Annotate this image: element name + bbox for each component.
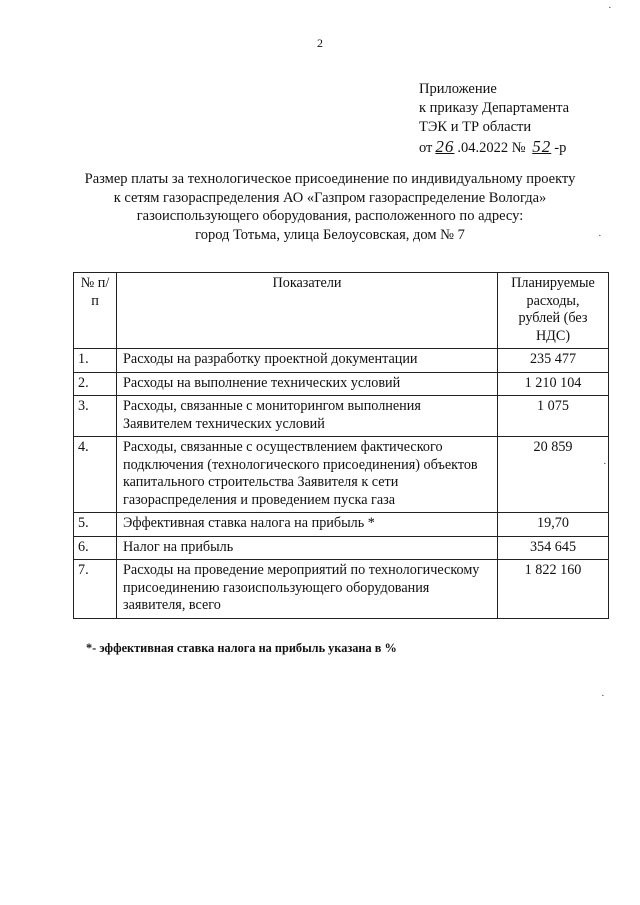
row-indicator: Расходы на разработку проектной документации [117,349,498,373]
row-indicator: Расходы, связанные с мониторингом выполнения Заявителем технических условий [117,396,498,437]
row-indicator: Эффективная ставка налога на прибыль * [117,513,498,537]
row-value: 20 859 [498,437,609,513]
header-num: № п/п [74,273,117,349]
row-value: 19,70 [498,513,609,537]
footnote: *- эффективная ставка налога на прибыль указана в % [86,641,397,655]
row-indicator: Налог на прибыль [117,536,498,560]
handwritten-day: 26 [435,137,455,156]
title-line-4: город Тотьма, улица Белоусовская, дом № 7 [195,226,465,243]
title-line-2: к сетям газораспределения АО «Газпром газораспределение Вологда» [113,189,547,206]
table-row [74,536,609,560]
row-indicator: Расходы на выполнение технических условий [117,372,498,396]
table-row [74,560,609,619]
document-title [60,170,600,244]
row-num: 4. [74,437,117,513]
title-line-1: Размер платы за технологическое присоединение по индивидуальному проекту [84,171,576,187]
appendix-date-line [419,137,569,158]
table-row [74,349,609,373]
scan-speck: · [601,690,605,702]
row-num: 7. [74,560,117,619]
appendix-line-3: ТЭК и ТР области [419,119,532,135]
row-indicator: Расходы, связанные с осуществлением фактического подключения (технологического присоединения) объектов капитального строительства Заявителя к сети газораспределения и проведением пуска газа [117,437,498,513]
table-header-row [74,273,609,349]
header-indicator: Показатели [117,273,498,349]
row-value: 235 477 [498,349,609,373]
appendix-line-2: к приказу Департамента [419,100,570,116]
table-row [74,513,609,537]
table-row [74,437,609,513]
table-row [74,372,609,396]
row-num: 1. [74,349,117,373]
row-num: 6. [74,536,117,560]
costs-table [73,272,609,619]
scan-speck: · [608,2,612,14]
row-value: 1 210 104 [498,372,609,396]
header-value: Планируемые расходы, рублей (без НДС) [498,273,609,349]
appendix-line-1: Приложение [419,81,497,97]
row-value: 354 645 [498,536,609,560]
order-suffix: -р [554,140,567,156]
scan-speck: · [598,230,602,242]
handwritten-order-number: 52 [532,137,552,156]
row-value: 1 075 [498,396,609,437]
row-value: 1 822 160 [498,560,609,619]
title-line-3: газоиспользующего оборудования, расположенного по адресу: [136,208,524,224]
row-num: 3. [74,396,117,437]
date-rest: .04.2022 № [457,140,526,156]
page-number: 2 [317,36,323,50]
row-num: 2. [74,372,117,396]
scan-speck: · [603,458,607,470]
appendix-header [419,80,569,158]
date-prefix: от [419,140,433,156]
row-indicator: Расходы на проведение мероприятий по технологическому присоединению газоиспользующего оборудования заявителя, всего [117,560,498,619]
table-row [74,396,609,437]
row-num: 5. [74,513,117,537]
